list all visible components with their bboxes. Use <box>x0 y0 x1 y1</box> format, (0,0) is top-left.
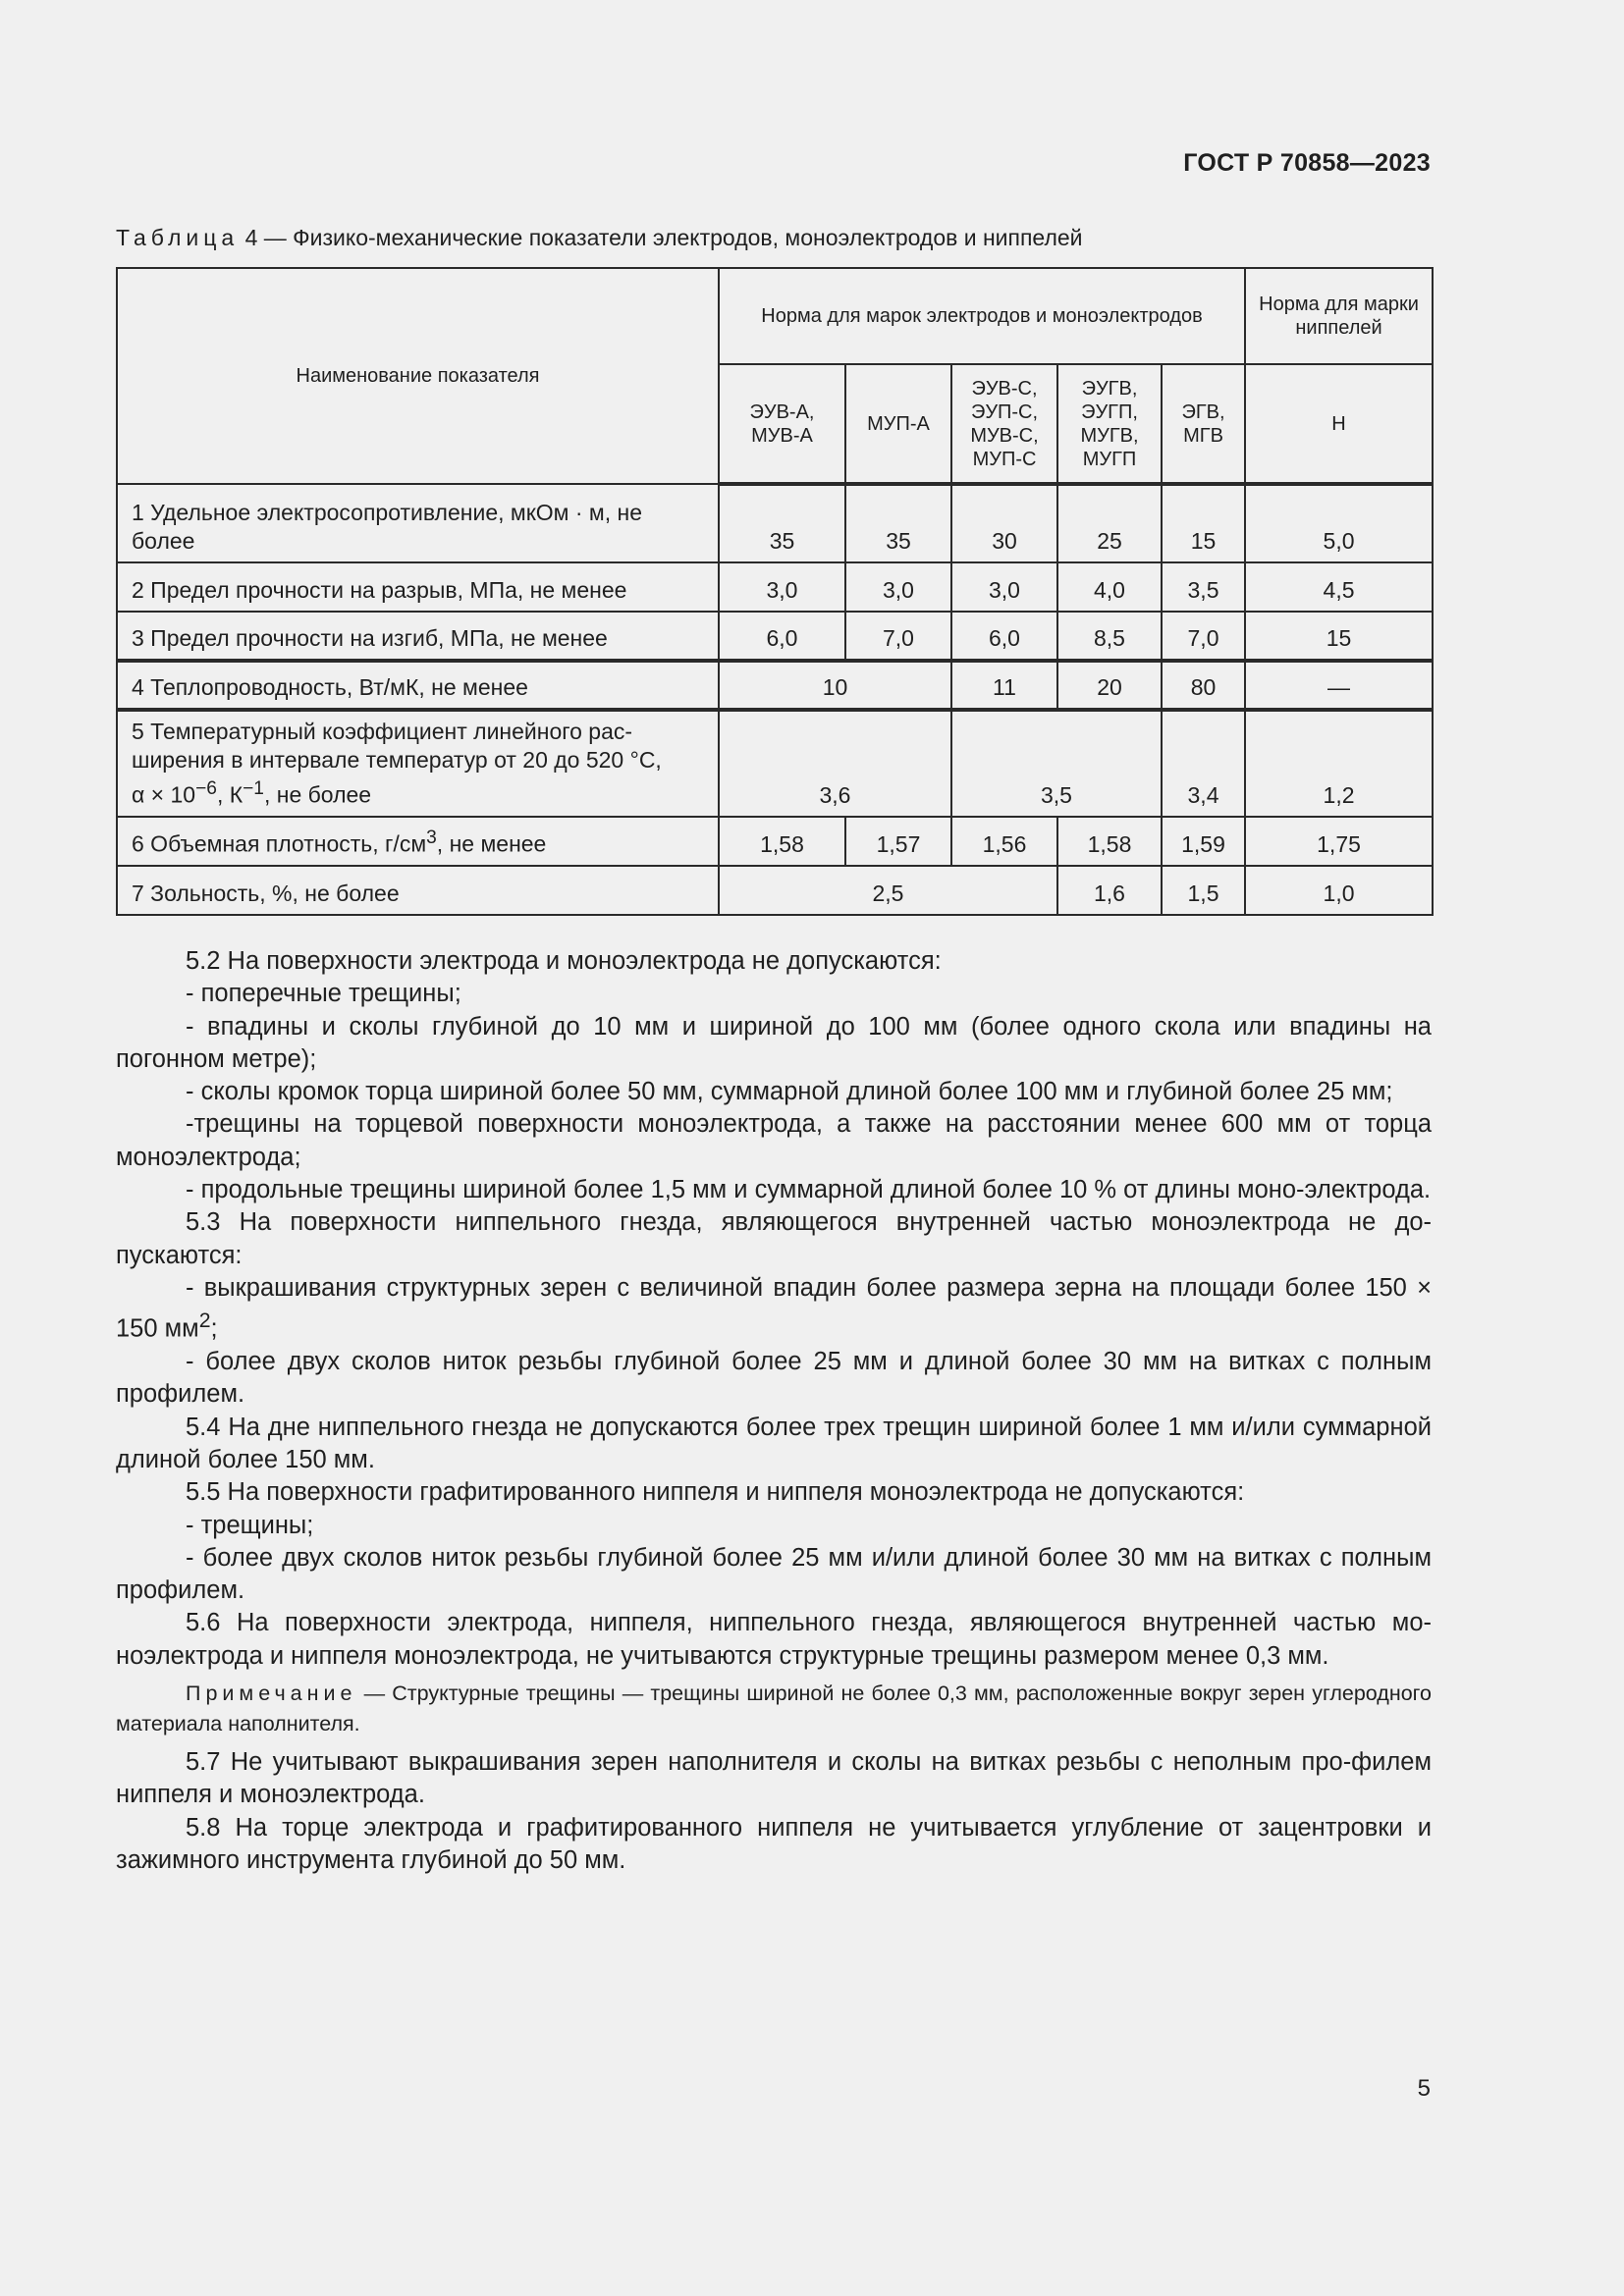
paragraph: - поперечные трещины; <box>186 980 461 1008</box>
table-cell: 1,75 <box>1245 817 1433 866</box>
note-text: — Структурные трещины — трещины шириной не более 0,3 мм, расположенные вокруг зерен углеродного материала наполнителя. <box>116 1682 1432 1736</box>
table-cell: 3,5 <box>1162 562 1245 612</box>
table-cell: 1,6 <box>1057 866 1162 915</box>
row-name-expansion-line1: 5 Температурный коэффициент линейного рас- <box>132 719 633 745</box>
table-caption-text: 4 — Физико-механические показатели электродов, моноэлектродов и ниппелей <box>244 225 1083 250</box>
table-caption <box>116 225 1083 251</box>
row-name-density-sup: 3 <box>426 828 437 849</box>
header-electrode-norm: Норма для марок электродов и моноэлектродов <box>719 268 1245 364</box>
table-cell: 1,56 <box>951 817 1057 866</box>
table-cell: 80 <box>1162 661 1245 710</box>
table-cell: 1,59 <box>1162 817 1245 866</box>
paragraph: - впадины и сколы глубиной до 10 мм и шириной до 100 мм (более одного скола или впадины на погонном метре); <box>116 1012 1432 1073</box>
table-cell: 6,0 <box>719 612 845 661</box>
table-cell: 6,0 <box>951 612 1057 661</box>
table-cell: 3,6 <box>719 710 951 817</box>
grade-euv-a: ЭУВ-А, МУВ-А <box>719 364 845 484</box>
table-cell: 1,0 <box>1245 866 1433 915</box>
table-cell: 1,58 <box>1057 817 1162 866</box>
paragraph-sup: 2 <box>198 1308 211 1333</box>
header-indicator-name: Наименование показателя <box>117 268 719 484</box>
paragraph-part: - выкрашивания структурных зерен с величиной впадин более размера зерна на площади более 150 × 150 мм <box>116 1273 1432 1343</box>
grade-n: Н <box>1245 364 1433 484</box>
row-name-expansion-line3 <box>132 774 708 810</box>
row-name-expansion-line2: ширения в интервале температур от 20 до 520 °С, <box>132 747 662 774</box>
table-cell: 1,5 <box>1162 866 1245 915</box>
table-cell: 1,2 <box>1245 710 1433 817</box>
table-cell: 4,0 <box>1057 562 1162 612</box>
table-cell: 10 <box>719 661 951 710</box>
document-id: ГОСТ Р 70858—2023 <box>1183 149 1431 177</box>
row-name-flexural: 3 Предел прочности на изгиб, МПа, не менее <box>117 612 719 661</box>
paragraph: 5.2 На поверхности электрода и моноэлектрода не допускаются: <box>186 947 942 975</box>
table-cell: 3,0 <box>719 562 845 612</box>
table-row <box>117 866 1433 915</box>
row-name-tensile: 2 Предел прочности на разрыв, МПа, не менее <box>117 562 719 612</box>
paragraph: 5.6 На поверхности электрода, ниппеля, ниппельного гнезда, являющегося внутренней частью мо-ноэлектрода и ниппеля моноэлектрода, не учитываются структурные трещины размером менее 0,3 мм. <box>116 1609 1432 1670</box>
row-name-expansion-part: , не более <box>263 782 372 808</box>
row-name-expansion-sup: −1 <box>243 778 264 800</box>
paragraph: - более двух сколов ниток резьбы глубиной более 25 мм и длиной более 30 мм на витках с полным профилем. <box>116 1348 1432 1409</box>
table-cell: 7,0 <box>845 612 951 661</box>
row-name-density <box>117 817 719 866</box>
grade-eugv: ЭУГВ, ЭУГП, МУГВ, МУГП <box>1057 364 1162 484</box>
table-row <box>117 562 1433 612</box>
table-row <box>117 612 1433 661</box>
paragraph: - сколы кромок торца шириной более 50 мм, суммарной длиной более 100 мм и глубиной более 25 мм; <box>186 1078 1393 1106</box>
row-name-expansion-part: α × 10 <box>132 782 196 808</box>
row-name-expansion-part: , К <box>216 782 244 808</box>
table-row <box>117 484 1433 562</box>
table-cell: 35 <box>845 484 951 562</box>
table-cell: 3,5 <box>951 710 1162 817</box>
table-cell: 7,0 <box>1162 612 1245 661</box>
row-name-expansion <box>117 710 719 817</box>
table-cell: 1,57 <box>845 817 951 866</box>
body-text <box>116 945 1432 1877</box>
page-number: 5 <box>1417 2075 1431 2102</box>
table-header-row <box>117 268 1433 364</box>
paragraph-part: ; <box>210 1314 218 1343</box>
paragraph: 5.4 На дне ниппельного гнезда не допускаются более трех трещин шириной более 1 мм и/или суммарной длиной более 150 мм. <box>116 1413 1432 1473</box>
paragraph: 5.5 На поверхности графитированного ниппеля и ниппеля моноэлектрода не допускаются: <box>186 1478 1245 1507</box>
table-cell: 25 <box>1057 484 1162 562</box>
paragraph: 5.8 На торце электрода и графитированного ниппеля не учитывается углубление от зацентровки и зажимного инструмента глубиной до 50 мм. <box>116 1813 1432 1874</box>
table-caption-label: Таблица <box>116 225 240 250</box>
properties-table <box>116 267 1434 916</box>
table-row <box>117 710 1433 817</box>
paragraph: - более двух сколов ниток резьбы глубиной более 25 мм и/или длиной более 30 мм на витках с полным профилем. <box>116 1543 1432 1605</box>
table-cell: 3,4 <box>1162 710 1245 817</box>
paragraph <box>116 1272 1432 1346</box>
paragraph: -трещины на торцевой поверхности моноэлектрода, а также на расстоянии менее 600 мм от торца моноэлектрода; <box>116 1110 1432 1171</box>
note <box>116 1679 1432 1739</box>
table-cell: 3,0 <box>845 562 951 612</box>
grade-euv-s: ЭУВ-С, ЭУП-С, МУВ-С, МУП-С <box>951 364 1057 484</box>
row-name-resistivity: 1 Удельное электросопротивление, мкОм · м, не более <box>117 484 719 562</box>
grade-mup-a: МУП-А <box>845 364 951 484</box>
table-cell: 15 <box>1162 484 1245 562</box>
note-label: Примечание <box>186 1682 357 1706</box>
paragraph: - продольные трещины шириной более 1,5 мм и суммарной длиной более 10 % от длины моно-электрода. <box>186 1176 1432 1204</box>
row-name-ash: 7 Зольность, %, не более <box>117 866 719 915</box>
paragraph: - трещины; <box>186 1511 314 1539</box>
row-name-expansion-sup: −6 <box>195 778 217 800</box>
table-cell: — <box>1245 661 1433 710</box>
table-cell: 30 <box>951 484 1057 562</box>
table-cell: 8,5 <box>1057 612 1162 661</box>
header-nipple-norm: Норма для марки ниппелей <box>1245 268 1433 364</box>
table-cell: 4,5 <box>1245 562 1433 612</box>
row-name-conductivity: 4 Теплопроводность, Вт/мК, не менее <box>117 661 719 710</box>
paragraph: 5.7 Не учитывают выкрашивания зерен наполнителя и сколы на витках резьбы с неполным про-филем ниппеля и моноэлектрода. <box>116 1748 1432 1809</box>
row-name-density-part: , не менее <box>436 831 547 857</box>
table-cell: 35 <box>719 484 845 562</box>
row-name-density-part: 6 Объемная плотность, г/см <box>132 831 427 857</box>
grade-egv: ЭГВ, МГВ <box>1162 364 1245 484</box>
table-cell: 5,0 <box>1245 484 1433 562</box>
table-cell: 15 <box>1245 612 1433 661</box>
table-cell: 2,5 <box>719 866 1057 915</box>
table-cell: 20 <box>1057 661 1162 710</box>
table-row <box>117 817 1433 866</box>
table-cell: 3,0 <box>951 562 1057 612</box>
table-cell: 11 <box>951 661 1057 710</box>
table-row <box>117 661 1433 710</box>
table-cell: 1,58 <box>719 817 845 866</box>
paragraph: 5.3 На поверхности ниппельного гнезда, являющегося внутренней частью моноэлектрода не до-пускаются: <box>116 1208 1432 1269</box>
